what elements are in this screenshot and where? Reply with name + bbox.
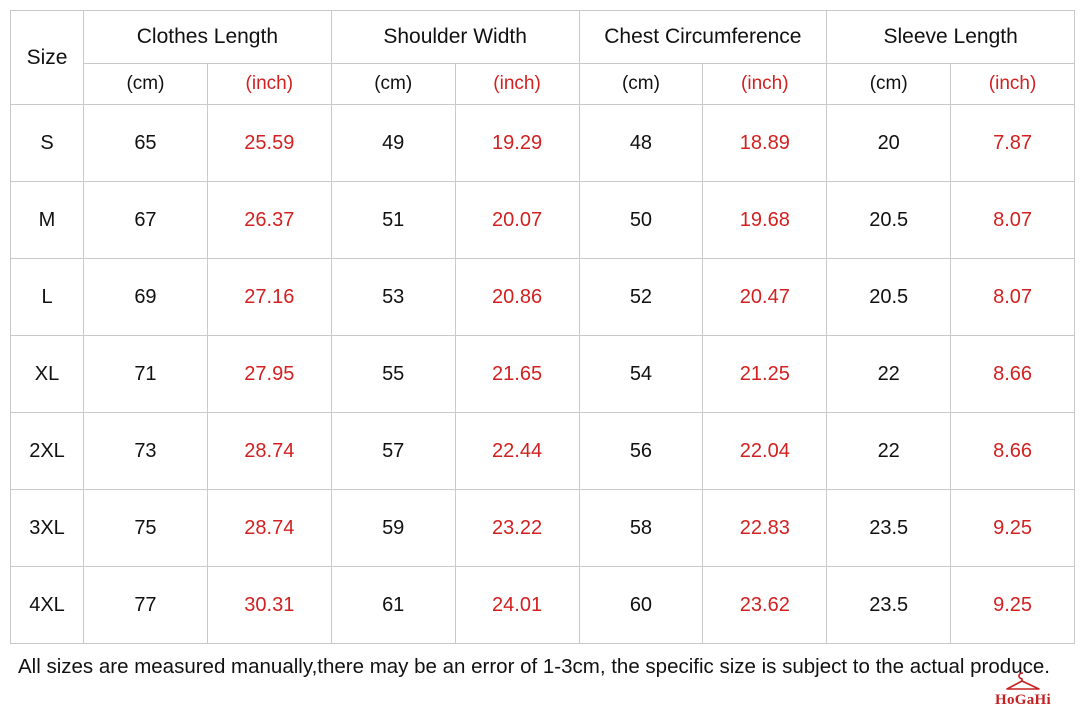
- unit-header-sleeve-length-cm: (cm): [827, 64, 951, 105]
- cell-shoulder-width-inch: 24.01: [455, 567, 579, 644]
- size-label: 3XL: [11, 490, 84, 567]
- brand-logo: [977, 670, 1069, 709]
- cell-clothes-length-inch: 27.16: [207, 259, 331, 336]
- cell-sleeve-length-inch: 8.07: [951, 259, 1075, 336]
- unit-header-shoulder-width-cm: (cm): [331, 64, 455, 105]
- cell-chest-circumference-inch: 23.62: [703, 567, 827, 644]
- size-label: L: [11, 259, 84, 336]
- unit-header-shoulder-width-inch: (inch): [455, 64, 579, 105]
- cell-shoulder-width-inch: 22.44: [455, 413, 579, 490]
- column-header-clothes-length: Clothes Length: [84, 11, 332, 64]
- column-header-chest-circumference: Chest Circumference: [579, 11, 827, 64]
- cell-sleeve-length-inch: 9.25: [951, 490, 1075, 567]
- cell-sleeve-length-cm: 20.5: [827, 182, 951, 259]
- cell-sleeve-length-cm: 22: [827, 413, 951, 490]
- cell-sleeve-length-cm: 20.5: [827, 259, 951, 336]
- cell-chest-circumference-cm: 48: [579, 105, 703, 182]
- cell-shoulder-width-cm: 61: [331, 567, 455, 644]
- cell-shoulder-width-cm: 53: [331, 259, 455, 336]
- cell-clothes-length-inch: 28.74: [207, 413, 331, 490]
- unit-header-chest-circumference-cm: (cm): [579, 64, 703, 105]
- measurement-disclaimer: All sizes are measured manually,there may be an error of 1-3cm, the specific size is subject to the actual produce.: [18, 655, 1050, 678]
- cell-chest-circumference-cm: 52: [579, 259, 703, 336]
- cell-chest-circumference-cm: 60: [579, 567, 703, 644]
- cell-clothes-length-inch: 26.37: [207, 182, 331, 259]
- cell-chest-circumference-inch: 21.25: [703, 336, 827, 413]
- cell-shoulder-width-inch: 21.65: [455, 336, 579, 413]
- cell-sleeve-length-inch: 7.87: [951, 105, 1075, 182]
- cell-chest-circumference-cm: 54: [579, 336, 703, 413]
- table-row: [11, 567, 1075, 644]
- cell-clothes-length-cm: 73: [84, 413, 208, 490]
- cell-sleeve-length-inch: 8.66: [951, 413, 1075, 490]
- cell-clothes-length-cm: 71: [84, 336, 208, 413]
- cell-shoulder-width-inch: 23.22: [455, 490, 579, 567]
- table-row: [11, 182, 1075, 259]
- size-label: M: [11, 182, 84, 259]
- cell-chest-circumference-inch: 18.89: [703, 105, 827, 182]
- size-chart-table: [10, 10, 1075, 644]
- cell-chest-circumference-cm: 58: [579, 490, 703, 567]
- cell-clothes-length-inch: 28.74: [207, 490, 331, 567]
- cell-sleeve-length-cm: 23.5: [827, 567, 951, 644]
- table-row: [11, 490, 1075, 567]
- cell-chest-circumference-cm: 56: [579, 413, 703, 490]
- table-row: [11, 105, 1075, 182]
- cell-clothes-length-inch: 27.95: [207, 336, 331, 413]
- size-label: XL: [11, 336, 84, 413]
- cell-clothes-length-cm: 69: [84, 259, 208, 336]
- table-row: [11, 336, 1075, 413]
- unit-header-chest-circumference-inch: (inch): [703, 64, 827, 105]
- table-header-row-units: [11, 64, 1075, 105]
- unit-header-sleeve-length-inch: (inch): [951, 64, 1075, 105]
- size-label: 2XL: [11, 413, 84, 490]
- cell-chest-circumference-inch: 19.68: [703, 182, 827, 259]
- cell-clothes-length-cm: 65: [84, 105, 208, 182]
- cell-shoulder-width-cm: 49: [331, 105, 455, 182]
- cell-shoulder-width-cm: 51: [331, 182, 455, 259]
- unit-header-clothes-length-cm: (cm): [84, 64, 208, 105]
- table-row: [11, 413, 1075, 490]
- cell-clothes-length-cm: 67: [84, 182, 208, 259]
- cell-sleeve-length-inch: 9.25: [951, 567, 1075, 644]
- table-body: [11, 105, 1075, 644]
- cell-shoulder-width-cm: 55: [331, 336, 455, 413]
- column-header-size: Size: [11, 11, 84, 105]
- cell-shoulder-width-inch: 19.29: [455, 105, 579, 182]
- cell-chest-circumference-cm: 50: [579, 182, 703, 259]
- cell-sleeve-length-cm: 22: [827, 336, 951, 413]
- column-header-sleeve-length: Sleeve Length: [827, 11, 1075, 64]
- unit-header-clothes-length-inch: (inch): [207, 64, 331, 105]
- brand-mark: [977, 670, 1069, 692]
- cell-chest-circumference-inch: 22.04: [703, 413, 827, 490]
- clothes-hanger-icon: [1003, 670, 1043, 692]
- cell-shoulder-width-cm: 59: [331, 490, 455, 567]
- cell-sleeve-length-inch: 8.66: [951, 336, 1075, 413]
- table-header-row-groups: [11, 11, 1075, 64]
- table-header: [11, 11, 1075, 105]
- cell-shoulder-width-inch: 20.07: [455, 182, 579, 259]
- size-label: S: [11, 105, 84, 182]
- column-header-shoulder-width: Shoulder Width: [331, 11, 579, 64]
- table-row: [11, 259, 1075, 336]
- cell-chest-circumference-inch: 22.83: [703, 490, 827, 567]
- cell-sleeve-length-cm: 23.5: [827, 490, 951, 567]
- brand-name: HoGaHi: [995, 692, 1051, 708]
- cell-sleeve-length-inch: 8.07: [951, 182, 1075, 259]
- cell-chest-circumference-inch: 20.47: [703, 259, 827, 336]
- cell-shoulder-width-cm: 57: [331, 413, 455, 490]
- cell-clothes-length-inch: 30.31: [207, 567, 331, 644]
- cell-clothes-length-cm: 77: [84, 567, 208, 644]
- cell-clothes-length-inch: 25.59: [207, 105, 331, 182]
- cell-sleeve-length-cm: 20: [827, 105, 951, 182]
- cell-shoulder-width-inch: 20.86: [455, 259, 579, 336]
- size-label: 4XL: [11, 567, 84, 644]
- cell-clothes-length-cm: 75: [84, 490, 208, 567]
